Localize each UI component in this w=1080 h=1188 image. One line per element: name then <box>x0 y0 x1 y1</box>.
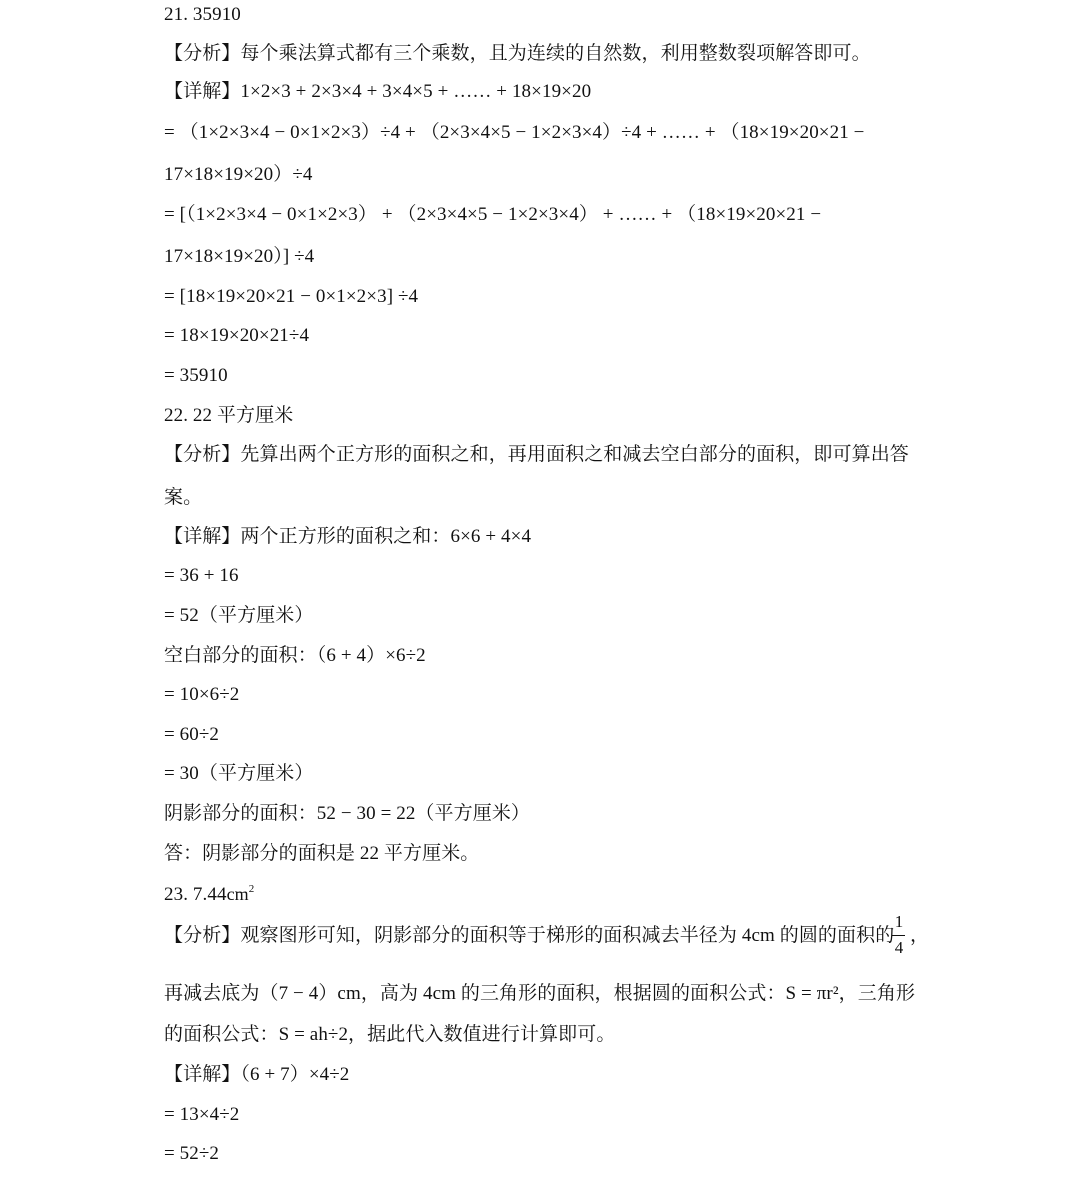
q21-analysis: 【分析】每个乘法算式都有三个乘数，且为连续的自然数，利用整数裂项解答即可。 <box>164 43 871 64</box>
q23-step-2: = 52÷2 <box>164 1143 219 1164</box>
q22-conclusion: 答：阴影部分的面积是 22 平方厘米。 <box>164 843 480 864</box>
q21-answer: 21. 35910 <box>164 4 241 25</box>
q23-answer-unit: cm <box>226 884 249 904</box>
q22-step-5: = 30（平方厘米） <box>164 763 314 784</box>
q21-step-1: = （1×2×3×4 − 0×1×2×3）÷4 + （2×3×4×5 − 1×2×3×4）÷4 + …… + （18×19×20×21 − <box>164 122 865 143</box>
q22-shaded-area: 阴影部分的面积：52 − 30 = 22（平方厘米） <box>164 803 531 824</box>
fraction-comma: ， <box>910 925 930 946</box>
fraction-numerator: 1 <box>894 912 904 931</box>
q22-blank-area: 空白部分的面积：（6 + 4）×6÷2 <box>164 645 426 666</box>
q21-detail: 【详解】1×2×3 + 2×3×4 + 3×4×5 + …… + 18×19×20 <box>164 81 592 102</box>
q23-analysis: 【分析】观察图形可知，阴影部分的面积等于梯形的面积减去半径为 4cm 的圆的面积的 <box>164 925 895 946</box>
q23-answer-number: 23. 7.44 <box>164 884 227 905</box>
q22-analysis: 【分析】先算出两个正方形的面积之和，再用面积之和减去空白部分的面积，即可算出答 <box>164 444 909 465</box>
q21-step-4: = 18×19×20×21÷4 <box>164 325 310 346</box>
q23-step-1: = 13×4÷2 <box>164 1104 240 1125</box>
q22-step-3: = 10×6÷2 <box>164 684 240 705</box>
fraction-denominator: 4 <box>894 938 904 957</box>
q23-detail: 【详解】（6 + 7）×4÷2 <box>164 1064 350 1085</box>
fraction-bar <box>892 935 905 936</box>
fraction-one-quarter <box>888 912 910 962</box>
q21-result: = 35910 <box>164 365 228 386</box>
q23-analysis-cont-2: 的面积公式：S = ah÷2，据此代入数值进行计算即可。 <box>164 1024 616 1045</box>
q22-step-1: = 36 + 16 <box>164 565 239 586</box>
q22-answer: 22. 22 平方厘米 <box>164 405 294 426</box>
q23-answer-unit-exponent: 2 <box>248 883 255 895</box>
q22-step-4: = 60÷2 <box>164 724 219 745</box>
q21-step-3: = [18×19×20×21 − 0×1×2×3] ÷4 <box>164 286 419 307</box>
q22-analysis-cont: 案。 <box>164 487 203 508</box>
q23-answer <box>164 882 254 907</box>
q23-analysis-cont-1: 再减去底为（7 − 4）cm，高为 4cm 的三角形的面积，根据圆的面积公式：S = πr²，三角形 <box>164 983 916 1004</box>
q21-step-2: = [（1×2×3×4 − 0×1×2×3） + （2×3×4×5 − 1×2×3×4） + …… + （18×19×20×21 − <box>164 204 822 225</box>
q21-step-1-cont: 17×18×19×20）÷4 <box>164 164 313 185</box>
q21-step-2-cont: 17×18×19×20）] ÷4 <box>164 246 315 267</box>
q22-step-2: = 52（平方厘米） <box>164 605 314 626</box>
q22-detail: 【详解】两个正方形的面积之和：6×6 + 4×4 <box>164 526 532 547</box>
